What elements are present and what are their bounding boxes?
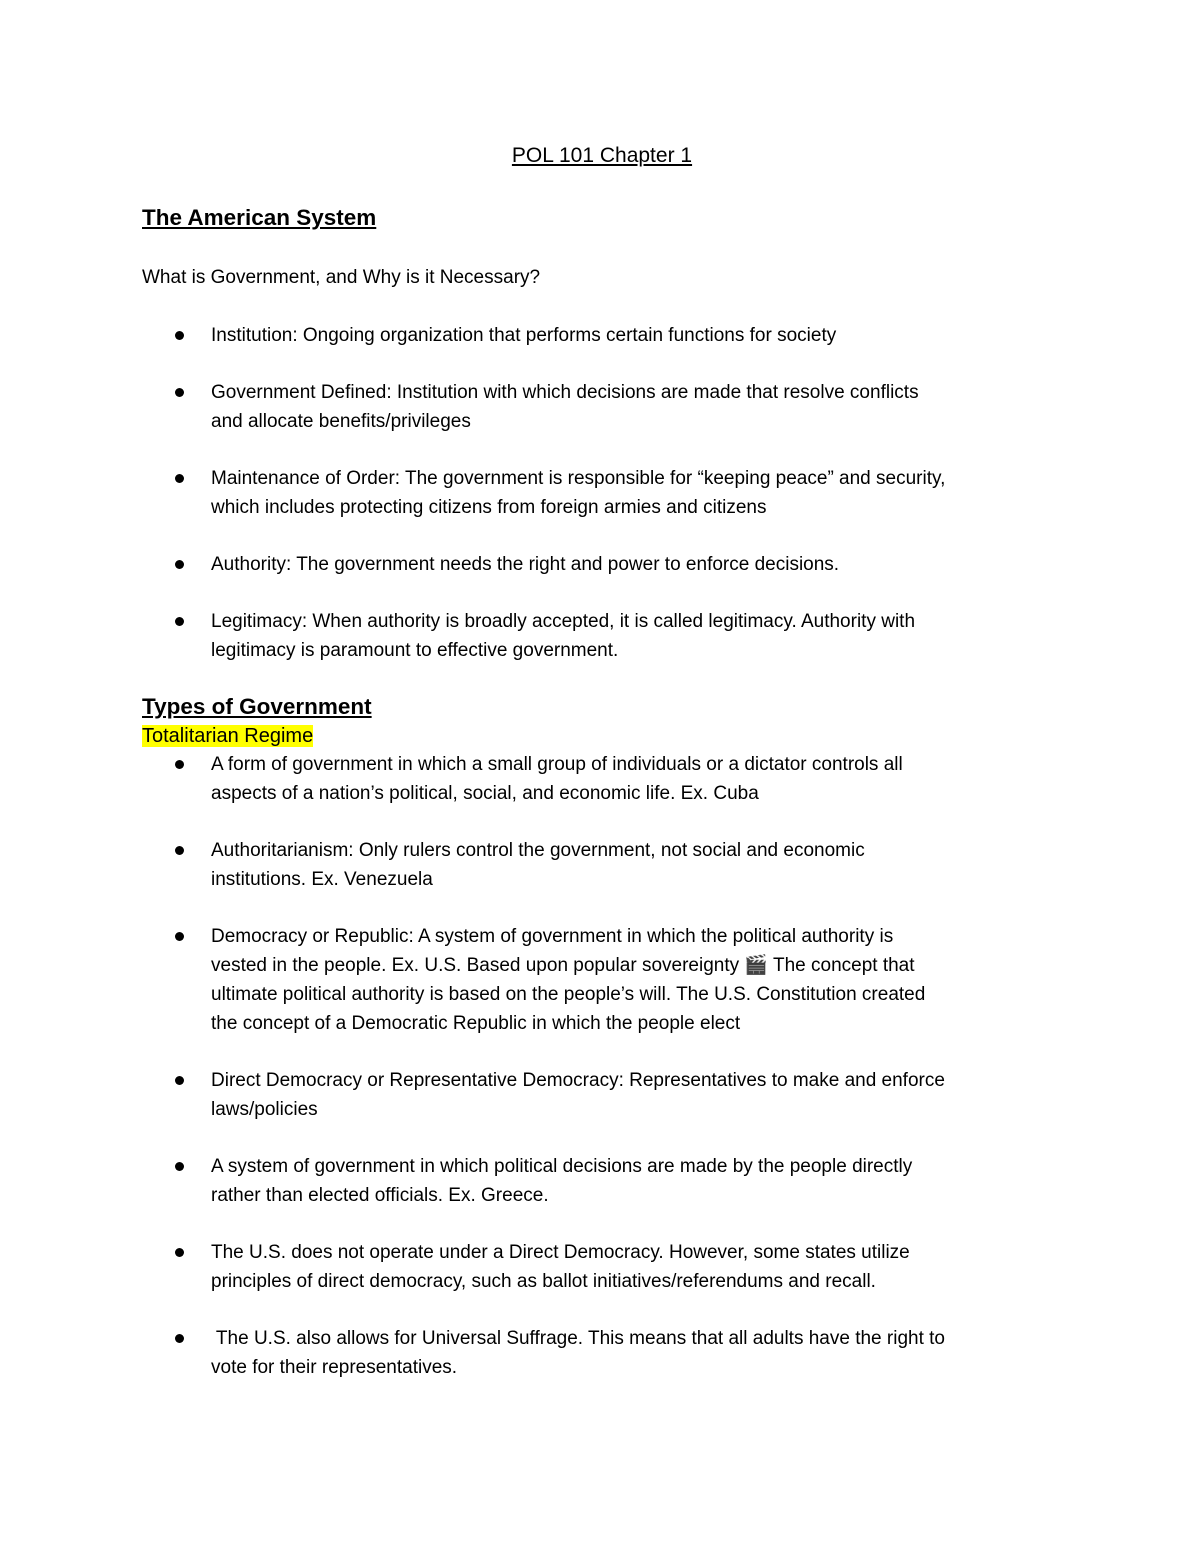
list-item-line: which includes protecting citizens from foreign armies and citizens bbox=[211, 497, 767, 518]
bullet-list-types-of-government bbox=[142, 750, 1062, 1382]
list-item-line: The U.S. does not operate under a Direct Democracy. However, some states utilize bbox=[211, 1242, 910, 1263]
list-item bbox=[142, 750, 1062, 808]
list-item-line: ultimate political authority is based on the people’s will. The U.S. Constitution created bbox=[211, 984, 926, 1005]
bullet-icon bbox=[175, 932, 184, 941]
bullet-icon bbox=[175, 388, 184, 397]
list-item-line: The U.S. also allows for Universal Suffrage. This means that all adults have the right to bbox=[211, 1328, 945, 1349]
list-item-line: the concept of a Democratic Republic in which the people elect bbox=[211, 1013, 741, 1034]
list-item-line: Authoritarianism: Only rulers control the government, not social and economic bbox=[211, 840, 865, 861]
list-item-line: and allocate benefits/privileges bbox=[211, 411, 471, 432]
list-item-line: vested in the people. Ex. U.S. Based upon popular sovereignty 🎬 The concept that bbox=[211, 955, 915, 976]
bullet-icon bbox=[175, 760, 184, 769]
bullet-icon bbox=[175, 617, 184, 626]
list-item bbox=[142, 550, 1062, 579]
list-item-line: aspects of a nation’s political, social, and economic life. Ex. Cuba bbox=[211, 783, 759, 804]
section-heading-types-of-government: Types of Government bbox=[142, 694, 372, 719]
highlighted-text: Totalitarian Regime bbox=[142, 725, 314, 747]
bullet-icon bbox=[175, 1076, 184, 1085]
list-item-line: legitimacy is paramount to effective government. bbox=[211, 640, 619, 661]
list-item-line: A form of government in which a small group of individuals or a dictator controls all bbox=[211, 754, 903, 775]
list-item-line: Authority: The government needs the right and power to enforce decisions. bbox=[211, 554, 840, 575]
list-item-line: Direct Democracy or Representative Democracy: Representatives to make and enforce bbox=[211, 1070, 945, 1091]
list-item-line: Government Defined: Institution with which decisions are made that resolve conflicts bbox=[211, 382, 919, 403]
list-item-line: Institution: Ongoing organization that performs certain functions for society bbox=[211, 325, 837, 346]
list-item bbox=[142, 1066, 1062, 1124]
list-item-line: principles of direct democracy, such as ballot initiatives/referendums and recall. bbox=[211, 1271, 876, 1292]
list-item-line: laws/policies bbox=[211, 1099, 318, 1120]
bullet-icon bbox=[175, 1248, 184, 1257]
list-item-line: rather than elected officials. Ex. Greece. bbox=[211, 1185, 549, 1206]
bullet-list-american-system bbox=[142, 321, 1062, 665]
list-item bbox=[142, 464, 1062, 522]
document-title: POL 101 Chapter 1 bbox=[511, 144, 693, 167]
bullet-icon bbox=[175, 1334, 184, 1343]
intro-question: What is Government, and Why is it Necessary? bbox=[142, 267, 541, 288]
bullet-icon bbox=[175, 560, 184, 569]
list-item-line: Democracy or Republic: A system of government in which the political authority is bbox=[211, 926, 894, 947]
list-item-line: Legitimacy: When authority is broadly accepted, it is called legitimacy. Authority with bbox=[211, 611, 916, 632]
list-item bbox=[142, 607, 1062, 665]
bullet-icon bbox=[175, 846, 184, 855]
subheading-totalitarian-regime bbox=[142, 722, 1062, 750]
document-page bbox=[142, 140, 1062, 1382]
list-item bbox=[142, 321, 1062, 350]
list-item bbox=[142, 1238, 1062, 1296]
list-item bbox=[142, 1152, 1062, 1210]
bullet-icon bbox=[175, 474, 184, 483]
bullet-icon bbox=[175, 331, 184, 340]
list-item bbox=[142, 378, 1062, 436]
bullet-icon bbox=[175, 1162, 184, 1171]
list-item bbox=[142, 922, 1062, 1038]
list-item-line: Maintenance of Order: The government is responsible for “keeping peace” and security, bbox=[211, 468, 946, 489]
list-item-line: institutions. Ex. Venezuela bbox=[211, 869, 433, 890]
list-item bbox=[142, 836, 1062, 894]
list-item-line: A system of government in which political decisions are made by the people directly bbox=[211, 1156, 913, 1177]
list-item bbox=[142, 1324, 1062, 1382]
list-item-line: vote for their representatives. bbox=[211, 1357, 458, 1378]
section-heading-american-system: The American System bbox=[142, 205, 377, 230]
